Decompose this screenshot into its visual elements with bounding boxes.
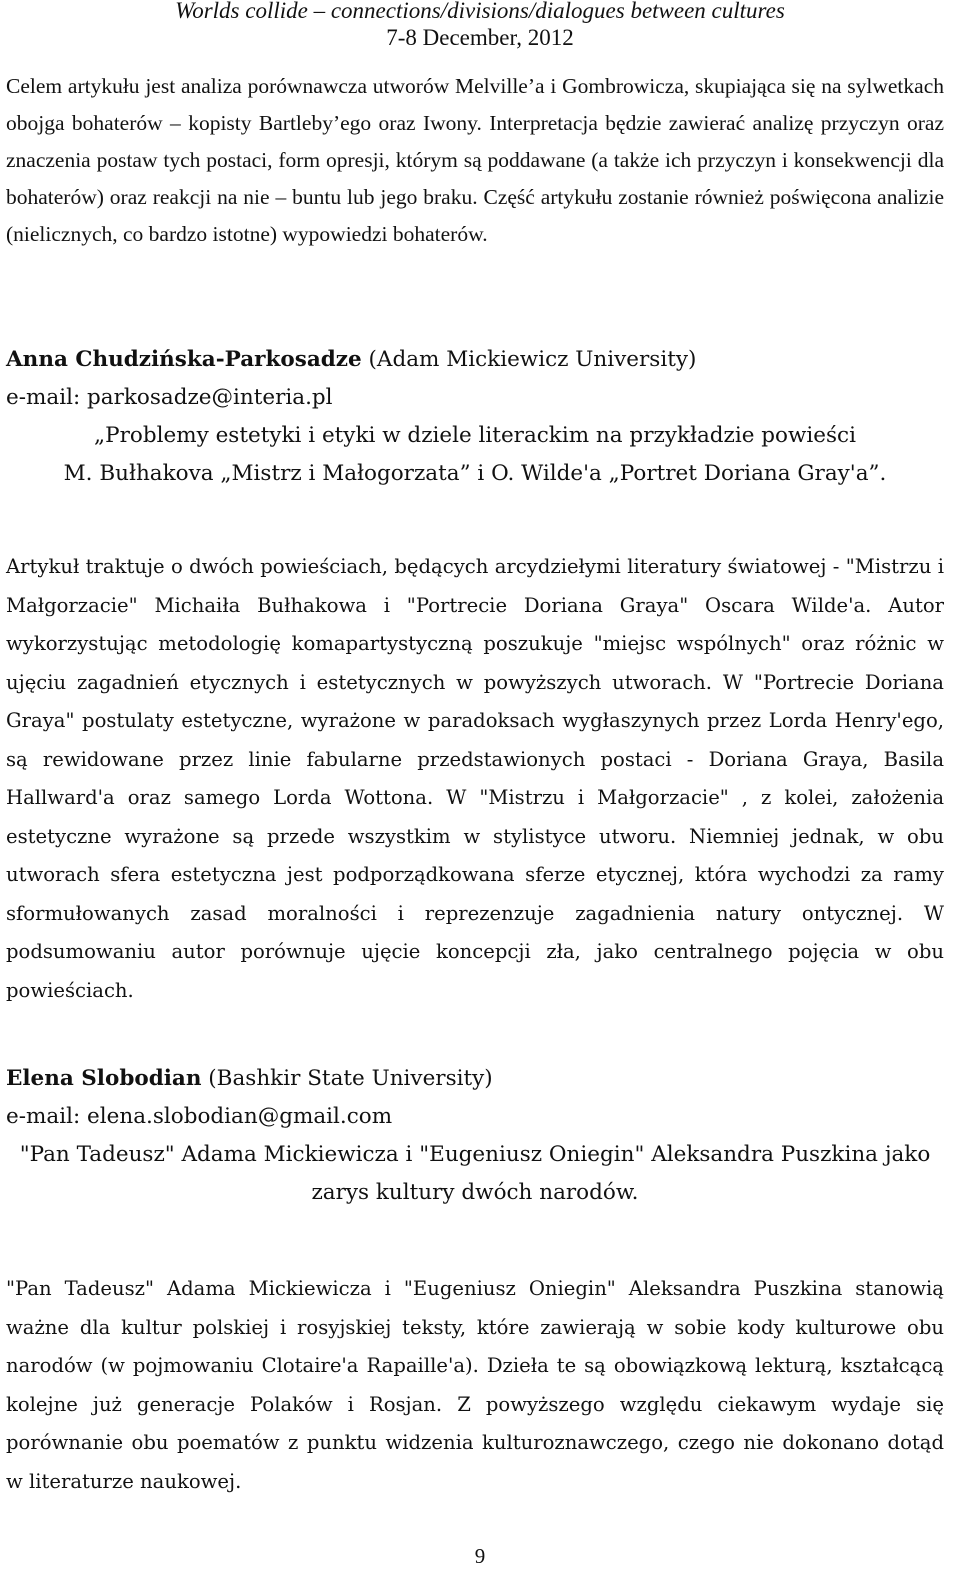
abstract-paragraph: "Pan Tadeusz" Adama Mickiewicza i "Eugeniusz Oniegin" Aleksandra Puszkina stanowią ważne dla kultur polskiej i rosyjskiej teksty, które zawierają w sobie kody kulturowe obu narodów (w pojmowaniu Clotaire'a Rapaille'a). Dzieła te są obowiązkową lekturą, kształcącą kolejne już generacje Polaków i Rosjan. Z powyższego względu ciekawym wydaje się porównanie obu poematów z punktu widzenia kulturoznawczego, czego nie dokonano dotąd w literaturze naukowej. bbox=[6, 1277, 944, 1493]
author-email: e-mail: elena.slobodian@gmail.com bbox=[6, 1104, 393, 1129]
abstract-paragraph: Artykuł traktuje o dwóch powieściach, będących arcydziełymi literatury światowej - "Mistrzu i Małgorzacie" Michaiła Bułhakowa i "Portrecie Doriana Graya" Oscara Wilde'a. Autor wykorzystując metodologię komapartystyczną poszukuje "miejsc wspólnych" oraz różnic w ujęciu zagadnień etycznych i estetycznych w powyższych utworach. W "Portrecie Doriana Graya" postulaty estetyczne, wyrażone w paradoksach wygłaszynych przez Lorda Henry'ego, są rewidowane przez linie fabularne przedstawionych postaci - Doriana Graya, Basila Hallward'a oraz samego Lorda Wottona. W "Mistrzu i Małgorzacie" , z kolei, założenia estetyczne wyrażone są przede wszystkim w stylistyce utworu. Niemniej jednak, w obu utworach sfera estetyczna jest podporządkowana sferze etycznej, która wychodzi za ramy sformułowanych zasad moralności i reprezenzuje zagadnienia natury ontycznej. W podsumowaniu autor porównuje ujęcie koncepcji zła, jako centralnego pojęcia w obu powieściach. bbox=[6, 555, 944, 1002]
entry-chudzinska bbox=[6, 341, 944, 493]
author-name: Elena Slobodian bbox=[6, 1066, 202, 1091]
author-line bbox=[6, 1060, 944, 1098]
author-line bbox=[6, 341, 944, 379]
page-number: 9 bbox=[474, 1544, 486, 1568]
abstract-slobodian-block bbox=[6, 1270, 944, 1501]
abstract-chudzinska-block bbox=[6, 548, 944, 1010]
intro-block bbox=[6, 68, 944, 253]
conference-date: 7-8 December, 2012 bbox=[386, 25, 574, 50]
entry-slobodian bbox=[6, 1060, 944, 1212]
author-affiliation: (Bashkir State University) bbox=[208, 1066, 493, 1091]
intro-paragraph: Celem artykułu jest analiza porównawcza utworów Melville’a i Gombrowicza, skupiająca się na sylwetkach obojga bohaterów – kopisty Bartleby’ego oraz Iwony. Interpretacja będzie zawierać analizę przyczyn oraz znaczenia postaw tych postaci, form opresji, którym są poddawane (a także ich przyczyn i konsekwencji dla bohaterów) oraz reakcji na nie – buntu lub jego braku. Część artykułu zostanie również poświęcona analizie (nielicznych, co bardzo istotne) wypowiedzi bohaterów. bbox=[6, 74, 944, 246]
author-email: e-mail: parkosadze@interia.pl bbox=[6, 385, 333, 410]
author-name: Anna Chudzińska-Parkosadze bbox=[6, 347, 362, 372]
paper-title-line-2: zarys kultury dwóch narodów. bbox=[311, 1180, 639, 1205]
paper-title-line-1: "Pan Tadeusz" Adama Mickiewicza i "Eugeniusz Oniegin" Aleksandra Puszkina jako bbox=[19, 1142, 931, 1167]
author-affiliation: (Adam Mickiewicz University) bbox=[368, 347, 697, 372]
paper-title-line-1: „Problemy estetyki i etyki w dziele literackim na przykładzie powieści bbox=[94, 423, 856, 448]
conference-title: Worlds collide – connections/divisions/dialogues between cultures bbox=[175, 0, 785, 23]
page-header bbox=[0, 0, 960, 51]
paper-title-line-2: M. Bułhakova „Mistrz i Małogorzata” i O. Wilde'a „Portret Doriana Gray'a”. bbox=[63, 461, 887, 486]
